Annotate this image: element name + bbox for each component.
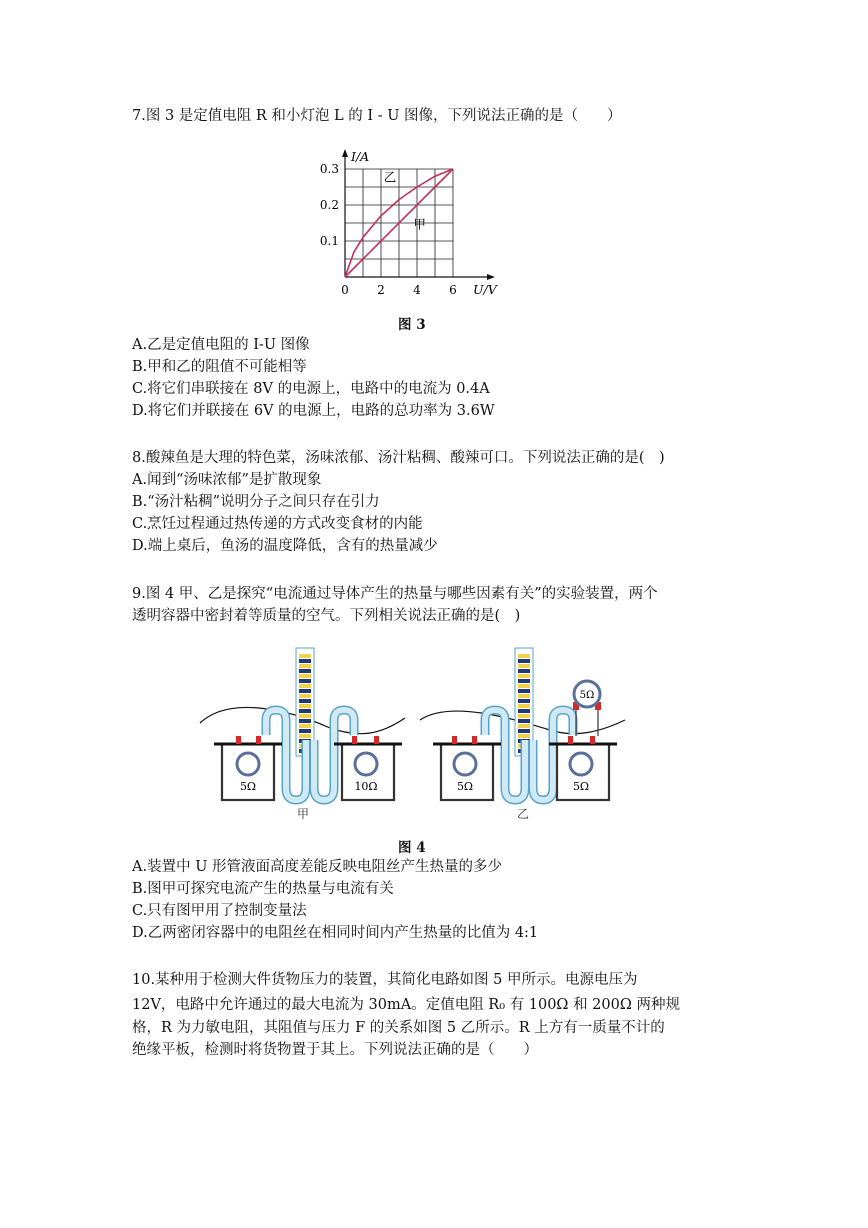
- scale-mark: [299, 709, 311, 713]
- scale-mark: [299, 674, 311, 678]
- q7-option-c: C.将它们串联接在 8V 的电源上，电路中的电流为 0.4A: [132, 381, 490, 397]
- series-label-jia: 甲: [413, 216, 426, 232]
- scale-mark: [299, 684, 311, 688]
- scale-mark: [518, 694, 530, 698]
- q9-figure-caption: 图 4: [398, 840, 426, 856]
- q9-option-b: B.图甲可探究电流产生的热量与电流有关: [132, 881, 394, 897]
- x-axis-arrow: [487, 274, 495, 280]
- scale-mark: [299, 724, 311, 728]
- scale-mark: [299, 659, 311, 663]
- scale-mark: [299, 689, 311, 693]
- y-axis-arrow: [342, 149, 348, 157]
- scale-mark: [518, 654, 530, 658]
- scale-mark: [299, 704, 311, 708]
- resistor-coil-right-a: [454, 753, 476, 775]
- scale-mark: [518, 704, 530, 708]
- q8-option-c: C.烹饪过程通过热传递的方式改变食材的内能: [132, 516, 423, 532]
- q8-option-d: D.端上桌后，鱼汤的温度降低，含有的热量减少: [132, 538, 438, 554]
- x-tick-label: 4: [413, 283, 421, 297]
- resistor-label-left-b: 10Ω: [354, 780, 378, 793]
- apparatus-right: [420, 648, 625, 821]
- scale-mark: [518, 699, 530, 703]
- resistor-label-right-a: 5Ω: [456, 780, 474, 793]
- q10-line3: 格，R 为力敏电阻，其阻值与压力 F 的关系如图 5 乙所示。R 上方有一质量不计的: [132, 1020, 665, 1036]
- clip-left-b2: [374, 736, 379, 744]
- scale-mark: [299, 654, 311, 658]
- q8-option-b: B.“汤汁粘稠”说明分子之间只存在引力: [132, 494, 380, 510]
- clip-left-a1: [236, 736, 241, 744]
- apparatus-label-right: 乙: [516, 807, 530, 821]
- apparatus-left: [200, 648, 405, 821]
- y-tick-label: 0.3: [319, 162, 339, 176]
- scale-mark: [518, 734, 530, 738]
- q10-line1: 10.某种用于检测大件货物压力的装置，其简化电路如图 5 甲所示。电源电压为: [132, 972, 638, 988]
- q9-option-c: C.只有图甲用了控制变量法: [132, 903, 307, 919]
- y-tick-label: 0.1: [319, 234, 339, 248]
- q8-stem: 8.酸辣鱼是大理的特色菜，汤味浓郁、汤汁粘稠、酸辣可口。下列说法正确的是( ): [132, 450, 665, 466]
- scale-mark: [518, 669, 530, 673]
- y-tick-label: 0.2: [319, 198, 339, 212]
- q7-option-b: B.甲和乙的阻值不可能相等: [132, 359, 307, 375]
- scale-mark: [299, 694, 311, 698]
- resistor-label-external: 5Ω: [579, 690, 595, 701]
- clip-right-b1: [568, 736, 573, 744]
- x-axis-label: U/V: [473, 282, 497, 297]
- q7-option-d: D.将它们并联接在 6V 的电源上，电路的总功率为 3.6W: [132, 403, 495, 419]
- resistor-coil-left-a: [237, 753, 259, 775]
- resistor-label-left-a: 5Ω: [239, 780, 257, 793]
- resistor-coil-right-b: [570, 753, 592, 775]
- series-label-yi: 乙: [383, 169, 397, 185]
- clip-right-a2: [472, 736, 477, 744]
- q10-line4: 绝缘平板，检测时将货物置于其上。下列说法正确的是（ ）: [132, 1042, 538, 1058]
- clip-right-b2: [590, 736, 595, 744]
- scale-mark: [518, 679, 530, 683]
- q7-iu-chart: [0, 135, 868, 335]
- q7-option-a: A.乙是定值电阻的 I-U 图像: [132, 337, 310, 353]
- q9-apparatus-figure: [0, 640, 868, 840]
- apparatus-label-left: 甲: [296, 807, 310, 821]
- scale-mark: [299, 664, 311, 668]
- scale-mark: [299, 699, 311, 703]
- x-tick-label: 0: [341, 283, 349, 297]
- x-tick-label: 2: [377, 283, 385, 297]
- scale-mark: [518, 659, 530, 663]
- resistor-coil-left-b: [355, 753, 377, 775]
- scale-mark: [518, 664, 530, 668]
- scale-mark: [518, 684, 530, 688]
- clip-right-a1: [452, 736, 457, 744]
- scale-mark: [518, 724, 530, 728]
- scale-mark: [299, 679, 311, 683]
- scale-mark: [299, 734, 311, 738]
- scale-mark: [299, 669, 311, 673]
- scale-mark: [299, 729, 311, 733]
- q7-stem: 7.图 3 是定值电阻 R 和小灯泡 L 的 I - U 图像，下列说法正确的是（ ）: [132, 108, 622, 124]
- scale-mark: [518, 689, 530, 693]
- scale-mark: [518, 674, 530, 678]
- scale-mark: [299, 714, 311, 718]
- x-tick-label: 6: [449, 283, 457, 297]
- q9-stem-line1: 9.图 4 甲、乙是探究“电流通过导体产生的热量与哪些因素有关”的实验装置，两个: [132, 586, 658, 602]
- q9-option-a: A.装置中 U 形管液面高度差能反映电阻丝产生热量的多少: [132, 859, 503, 875]
- scale-mark: [518, 709, 530, 713]
- resistor-label-right-b: 5Ω: [572, 780, 590, 793]
- y-axis-label: I/A: [351, 149, 370, 164]
- q7-figure-caption: 图 3: [398, 317, 426, 333]
- scale-mark: [518, 729, 530, 733]
- clip-left-a2: [256, 736, 261, 744]
- scale-mark: [518, 714, 530, 718]
- q10-line2: 12V，电路中允许通过的最大电流为 30mA。定值电阻 R₀ 有 100Ω 和 200Ω 两种规: [132, 997, 680, 1013]
- scale-mark: [299, 719, 311, 723]
- scale-mark: [518, 719, 530, 723]
- q9-stem-line2: 透明容器中密封着等质量的空气。下列相关说法正确的是( ): [132, 608, 521, 624]
- q9-option-d: D.乙两密闭容器中的电阻丝在相同时间内产生热量的比值为 4:1: [132, 925, 539, 941]
- clip-left-b1: [352, 736, 357, 744]
- q8-option-a: A.闻到“汤味浓郁”是扩散现象: [132, 472, 322, 488]
